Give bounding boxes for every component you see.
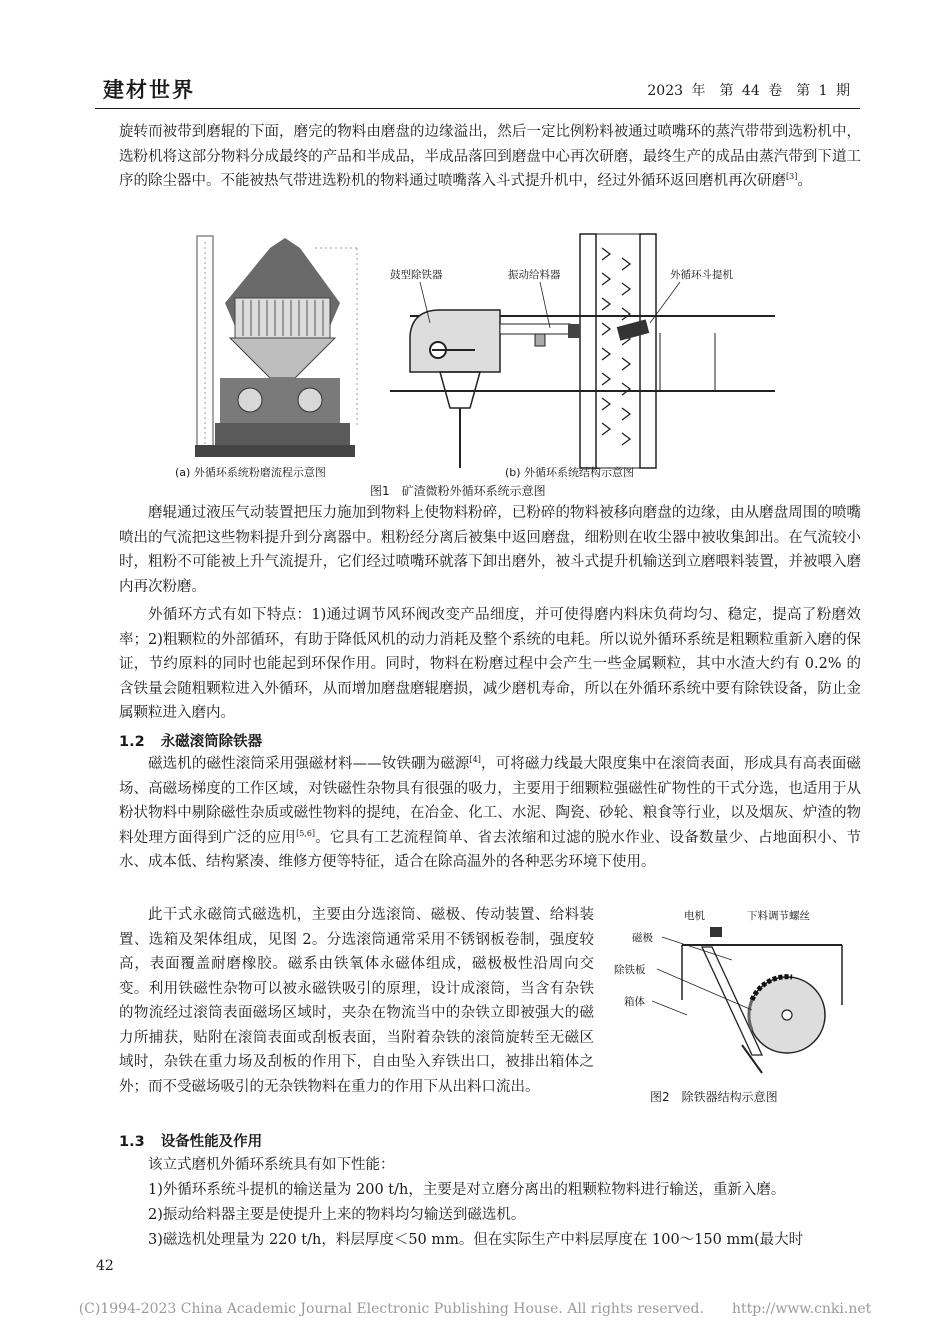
p3-text-b: ，可将磁力线最大限度集中在滚筒表面，形成具有高表面磁场、高磁场梯度的工作区域，对铁磁性杂物具有很强的吸力，主要用于细颗粒强磁性矿物性的干式分选，也适用于从粉状物料中剔除磁性杂质或磁性物料的提纯，在冶金、化工、水泥、陶瓷、砂轮、粮食等行业，以及烟灰、炉渣的物料处理方面得到广泛的应用 [119,756,862,846]
intro-text: 旋转而被带到磨辊的下面，磨完的物料由磨盘的边缘溢出，然后一定比例粉料被通过喷嘴环的蒸汽带带到选粉机中，选粉机将这部分物料分成最终的产品和半成品，半成品落回到磨盘中心再次研磨，最终生产的成品由蒸汽带到下道工序的除尘器中。不能被热气带进选粉机的物料通过喷嘴落入斗式提升机中，经过外循环返回磨机再次研磨 [119,124,861,189]
intro-tail: 。 [797,173,812,189]
figure-2-diagram [612,905,862,1085]
section-1-3-heading [119,1130,262,1151]
label-magnetic-pole: 磁极 [632,932,653,944]
section-title: 永磁滚筒除铁器 [160,734,263,750]
label-drum-iron-remover: 鼓型除铁器 [390,269,443,281]
label-feed-screw: 下料调节螺丝 [747,910,810,922]
citation-5-6: [5,6] [296,828,316,838]
figure-1b-structure-diagram [370,228,775,478]
figure-2 [612,905,862,1110]
label-box: 箱体 [624,996,645,1008]
p3-text-c: 。它具有工艺流程简单、省去浓缩和过滤的脱水作业、设备数量少、占地面积小、节水、成本低、结构紧凑、维修方便等特征，适合在除高温外的各种恶劣环境下使用。 [119,829,862,870]
section-number: 1.3 [119,1134,145,1150]
paragraph-3 [119,752,861,875]
copyright-footer: (C)1994-2023 China Academic Journal Electronic Publishing House. All rights reserved. http://www.cnki.net [78,1301,872,1317]
paragraph-2: 外循环方式有如下特点：1)通过调节风环阀改变产品细度，并可使得磨内料床负荷均匀、稳定，提高了粉磨效率；2)粗颗粒的外部循环，有助于降低风机的动力消耗及整个系统的电耗。所以说外循环系统是粗颗粒重新入磨的保证，节约原料的同时也能起到环保作用。同时，物料在粉磨过程中会产生一些金属颗粒，其中水渣大约有 0.2% 的含铁量会随粗颗粒进入外循环，从而增加磨盘磨辊磨损，减少磨机寿命，所以在外循环系统中要有除铁设备，防止金属颗粒进入磨内。 [119,607,861,721]
figure-1-caption: 图1 矿渣微粉外循环系统示意图 [370,484,546,498]
page-number: 42 [96,1258,114,1274]
figure-1 [175,228,775,500]
label-iron-plate: 除铁板 [614,964,646,976]
figure-1a-subcaption: (a) 外循环系统粉磨流程示意图 [175,466,326,479]
paragraph-5: 该立式磨机外循环系统具有如下性能： [148,1157,395,1173]
figure-1b-subcaption: (b) 外循环系统结构示意图 [505,466,635,479]
header-rule [95,108,860,109]
citation-3: [3] [786,172,798,181]
label-motor: 电机 [684,910,705,922]
figure-2-caption: 图2 除铁器结构示意图 [650,1090,778,1104]
issue-info: 2023 年 第 44 卷 第 1 期 [647,83,850,99]
list-item-3: 3)磁选机处理量为 220 t/h，料层厚度＜50 mm。但在实际生产中料层厚度在 100～150 mm(最大时 [148,1232,804,1248]
journal-title: 建材世界 [103,78,195,102]
p3-text-a: 磁选机的磁性滚筒采用强磁材料——钕铁硼为磁源 [148,756,470,772]
label-bucket-elevator: 外循环斗提机 [670,269,733,281]
list-item-2: 2)振动给料器主要是使提升上来的物料均匀输送到磁选机。 [148,1207,526,1223]
section-number: 1.2 [119,734,145,750]
section-title: 设备性能及作用 [160,1134,263,1150]
paragraph-4: 此干式永磁筒式磁选机，主要由分选滚筒、磁极、传动装置、给料装置、选箱及架体组成，见图 2。分选滚筒通常采用不锈钢板卷制，强度较高，表面覆盖耐磨橡胶。磁系由铁氧体永磁体组成，磁极极性沿周向交变。利用铁磁性杂物可以被永磁铁吸引的原理，设计成滚筒，当含有杂铁的物流经过滚筒表面磁场区域时，夹杂在物流当中的杂铁立即被强大的磁力所捕获，贴附在滚筒表面或刮板表面，当附着杂铁的滚筒旋转至无磁区域时，杂铁在重力场及刮板的作用下，自由坠入弃铁出口，被排出箱体之外；而不受磁场吸引的无杂铁物料在重力的作用下从出料口流出。 [119,907,594,1095]
section-1-2-heading [119,730,262,751]
list-item-1: 1)外循环系统斗提机的输送量为 200 t/h，主要是对立磨分离出的粗颗粒物料进行输送，重新入磨。 [148,1182,786,1198]
figure-1a-mill-diagram [175,228,360,478]
intro-paragraph [119,120,861,194]
citation-4: [4] [469,755,481,764]
label-vibrating-feeder: 振动给料器 [508,269,561,281]
paragraph-1: 磨辊通过液压气动装置把压力施加到物料上使物料粉碎，已粉碎的物料被移向磨盘的边缘，由从磨盘周围的喷嘴喷出的气流把这些物料提升到分离器中。粗粉经分离后被集中返回磨盘，细粉则在收尘器中被收集卸出。在气流较小时，粗粉不可能被上升气流提升，它们经过喷嘴环就落下卸出磨外，被斗式提升机输送到立磨喂料装置，并被喂入磨内再次粉磨。 [119,505,861,595]
